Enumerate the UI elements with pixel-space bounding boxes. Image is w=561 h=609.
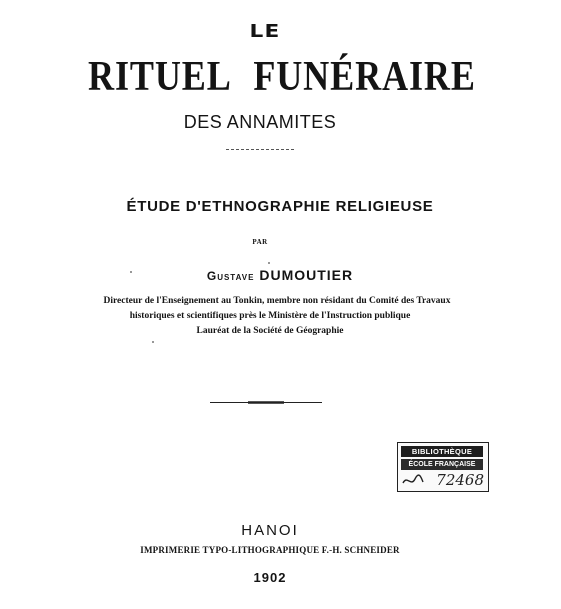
stamp-accession-number: 72468	[436, 471, 484, 489]
title-article: LE	[249, 21, 281, 42]
printer-name: IMPRIMERIE TYPO-LITHOGRAPHIQUE F.-H. SCHNEIDER	[140, 545, 400, 555]
by-label: PAR	[252, 238, 268, 246]
stamp-line-2: ÉCOLE FRANÇAISE	[401, 459, 483, 470]
publication-city: HANOI	[241, 522, 299, 539]
library-stamp	[397, 442, 489, 492]
work-type: ÉTUDE D'ETHNOGRAPHIE RELIGIEUSE	[126, 198, 434, 215]
dashed-divider	[226, 149, 294, 150]
paper-speck	[268, 262, 270, 264]
author-credential-line-2: historiques et scientifiques près le Ministère de l'Instruction publique	[129, 311, 411, 321]
stamp-line-1: BIBLIOTHÈQUE	[401, 446, 483, 457]
ornamental-rule	[210, 401, 322, 404]
publication-year: 1902	[253, 570, 287, 585]
paper-speck	[152, 341, 154, 343]
author-first-name: Gustave	[206, 269, 255, 283]
author-credential-line-1: Directeur de l'Enseignement au Tonkin, membre non résidant du Comité des Travaux	[103, 296, 451, 306]
author-name	[150, 267, 410, 283]
paper-speck	[130, 271, 132, 273]
subtitle: DES ANNAMITES	[183, 112, 337, 132]
author-credential-line-3: Lauréat de la Société de Géographie	[196, 326, 344, 336]
main-title: RITUEL FUNÉRAIRE	[88, 54, 476, 100]
author-last-name: DUMOUTIER	[259, 267, 354, 283]
